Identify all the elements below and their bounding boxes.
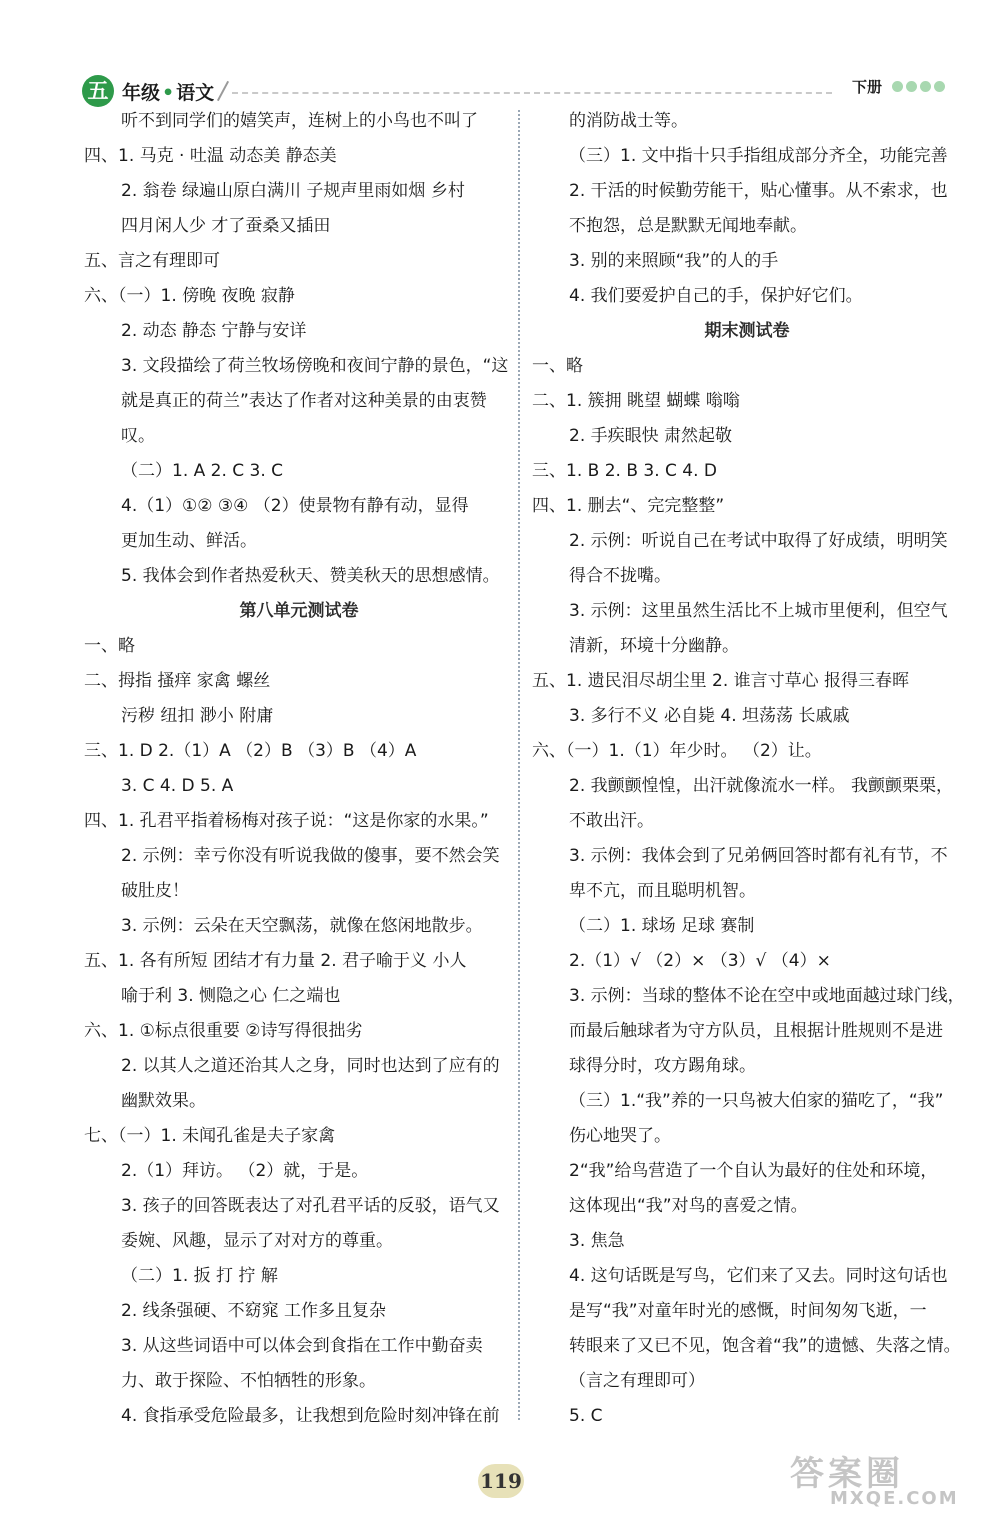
answer-line: 五、1. 遗民泪尽胡尘里 2. 谁言寸草心 报得三春晖 [532, 671, 910, 691]
answer-line: 这体现出“我”对鸟的喜爱之情。 [569, 1196, 808, 1216]
answer-line: 2. 示例：听说自己在考试中取得了好成绩，明明笑 [569, 531, 948, 551]
answer-line: 4.（1）①② ③④ （2）使景物有静有动，显得 [121, 496, 469, 516]
deco-dot [934, 81, 945, 92]
deco-dot [906, 81, 917, 92]
answer-line: 三、1. D 2.（1）A （2）B （3）B （4）A [84, 741, 417, 761]
header-slash-divider [217, 81, 229, 101]
decorative-dots [892, 81, 945, 92]
answer-line: 3. 示例：云朵在天空飘荡，就像在悠闲地散步。 [121, 916, 483, 936]
right-answer-column [532, 104, 965, 1434]
answer-line: 得合不拢嘴。 [569, 566, 671, 586]
answer-line: 污秽 纽扣 渺小 附庸 [121, 706, 274, 726]
answer-line: 2. 翁卷 绿遍山原白满川 子规声里雨如烟 乡村 [121, 181, 465, 201]
answer-line: 3. 示例：这里虽然生活比不上城市里便利，但空气 [569, 601, 948, 621]
answer-line: 力、敢于探险、不怕牺牲的形象。 [121, 1371, 376, 1391]
answer-line: 2“我”给鸟营造了一个自认为最好的住处和环境， [569, 1161, 938, 1181]
answer-line: （言之有理即可） [569, 1371, 705, 1391]
answer-line: 的消防战士等。 [569, 111, 688, 131]
answer-line: 四、1. 孔君平指着杨梅对孩子说：“这是你家的水果。” [84, 811, 489, 831]
answer-line: 幽默效果。 [121, 1091, 206, 1111]
answer-line: 转眼来了又已不见，饱含着“我”的遗憾、失落之情。 [569, 1336, 961, 1356]
answer-line: 3. 别的来照顾“我”的人的手 [569, 251, 779, 271]
answer-line: 3. 从这些词语中可以体会到食指在工作中勤奋卖 [121, 1336, 483, 1356]
answer-line: 是写“我”对童年时光的感慨，时间匆匆飞逝，一 [569, 1301, 927, 1321]
answer-line: 二、1. 簇拥 眺望 蝴蝶 嗡嗡 [532, 391, 740, 411]
answer-line: 三、1. B 2. B 3. C 4. D [532, 461, 717, 481]
answer-line: 2. 我颤颤惶惶，出汗就像流水一样。 我颤颤栗栗， [569, 776, 954, 796]
answer-line: 五、言之有理即可 [84, 251, 220, 271]
answer-line: （二）1. 扳 打 拧 解 [121, 1266, 278, 1286]
answer-line: 六、1. ①标点很重要 ②诗写得很拙劣 [84, 1021, 363, 1041]
answer-line: 球得分时，攻方踢角球。 [569, 1056, 756, 1076]
answer-line: 七、（一）1. 未闻孔雀是夫子家禽 [84, 1126, 336, 1146]
page-header [0, 0, 1000, 104]
answer-line: 不抱怨，总是默默无闻地奉献。 [569, 216, 807, 236]
header-dashed-rule [232, 92, 832, 94]
answer-line: 六、（一）1. 傍晚 夜晚 寂静 [84, 286, 295, 306]
answer-line: 2. 示例：幸亏你没有听说我做的傻事，要不然会笑 [121, 846, 500, 866]
answer-line: 2. 线条强硬、不窈窕 工作多且复杂 [121, 1301, 387, 1321]
answer-line: 卑不亢，而且聪明机智。 [569, 881, 756, 901]
deco-dot [920, 81, 931, 92]
title-separator: • [162, 82, 175, 104]
subject-label: 语文 [176, 82, 215, 104]
answer-line: 更加生动、鲜活。 [121, 531, 257, 551]
deco-dot [892, 81, 903, 92]
answer-line: 3. 文段描绘了荷兰牧场傍晚和夜间宁静的景色，“这 [121, 356, 509, 376]
answer-line: 喻于利 3. 恻隐之心 仁之端也 [121, 986, 341, 1006]
answer-line: 3. 示例：当球的整体不论在空中或地面越过球门线， [569, 986, 965, 1006]
answer-line: 四、1. 马克 · 吐温 动态美 静态美 [84, 146, 337, 166]
left-answer-column [84, 104, 514, 1434]
answer-line: 5. 我体会到作者热爱秋天、赞美秋天的思想感情。 [121, 566, 500, 586]
section-heading: 期末测试卷 [704, 321, 790, 341]
answer-line: 不敢出汗。 [569, 811, 654, 831]
answer-line: 一、略 [84, 636, 135, 656]
answer-line: 破肚皮！ [121, 881, 189, 901]
watermark [790, 1446, 980, 1512]
answer-line: 叹。 [121, 426, 155, 446]
answer-line: 伤心地哭了。 [569, 1126, 671, 1146]
answer-line: 2.（1）√ （2）× （3）√ （4）× [569, 951, 831, 971]
answer-line: 六、（一）1.（1）年少时。 （2）让。 [532, 741, 822, 761]
answer-line: 而最后触球者为守方队员，且根据计胜规则不是进 [569, 1021, 943, 1041]
answer-line: 四月闲人少 才了蚕桑又插田 [121, 216, 331, 236]
answer-line: 4. 我们要爱护自己的手，保护好它们。 [569, 286, 863, 306]
answer-line: （三）1. 文中指十只手指组成部分齐全，功能完善 [569, 146, 948, 166]
answer-line: 3. 示例：我体会到了兄弟俩回答时都有礼有节，不 [569, 846, 948, 866]
answer-line: 听不到同学们的嬉笑声，连树上的小鸟也不叫了 [121, 111, 478, 131]
answer-line: 4. 食指承受危险最多，让我想到危险时刻冲锋在前 [121, 1406, 500, 1426]
grade-subject-title [122, 78, 214, 105]
answer-line: 4. 这句话既是写鸟，它们来了又去。同时这句话也 [569, 1266, 948, 1286]
answer-line: 四、1. 删去“、完完整整” [532, 496, 725, 516]
grade-suffix: 年级 [122, 82, 161, 104]
answer-line: （二）1. 球场 足球 赛制 [569, 916, 755, 936]
answer-line: 二、拇指 搔痒 家禽 螺丝 [84, 671, 271, 691]
grade-badge: 五 [82, 75, 114, 107]
watermark-title: 答案圈 [790, 1454, 904, 1494]
answer-line: （三）1.“我”养的一只鸟被大伯家的猫吃了，“我” [569, 1091, 944, 1111]
answer-line: 五、1. 各有所短 团结才有力量 2. 君子喻于义 小人 [84, 951, 467, 971]
answer-line: 一、略 [532, 356, 583, 376]
answer-line: 2. 手疾眼快 肃然起敬 [569, 426, 733, 446]
column-divider [518, 110, 520, 1420]
answer-line: （二）1. A 2. C 3. C [121, 461, 284, 481]
answer-line: 2. 动态 静态 宁静与安详 [121, 321, 307, 341]
answer-line: 3. 多行不义 必自毙 4. 坦荡荡 长戚戚 [569, 706, 850, 726]
answer-line: 2. 以其人之道还治其人之身，同时也达到了应有的 [121, 1056, 500, 1076]
watermark-url: MXQE.COM [830, 1488, 959, 1509]
answer-line: 3. 焦急 [569, 1231, 625, 1251]
answer-line: 就是真正的荷兰”表达了作者对这种美景的由衷赞 [121, 391, 487, 411]
answer-line: 2.（1）拜访。 （2）就，于是。 [121, 1161, 369, 1181]
page-number: 119 [478, 1464, 524, 1498]
answer-line: 委婉、风趣，显示了对对方的尊重。 [121, 1231, 393, 1251]
section-heading: 第八单元测试卷 [239, 601, 359, 621]
answer-line: 3. 孩子的回答既表达了对孔君平话的反驳，语气又 [121, 1196, 500, 1216]
answer-line: 2. 干活的时候勤劳能干，贴心懂事。从不索求，也 [569, 181, 948, 201]
answer-line: 清新，环境十分幽静。 [569, 636, 739, 656]
volume-label: 下册 [852, 78, 883, 96]
answer-line: 3. C 4. D 5. A [121, 776, 234, 796]
answer-line: 5. C [569, 1406, 603, 1426]
